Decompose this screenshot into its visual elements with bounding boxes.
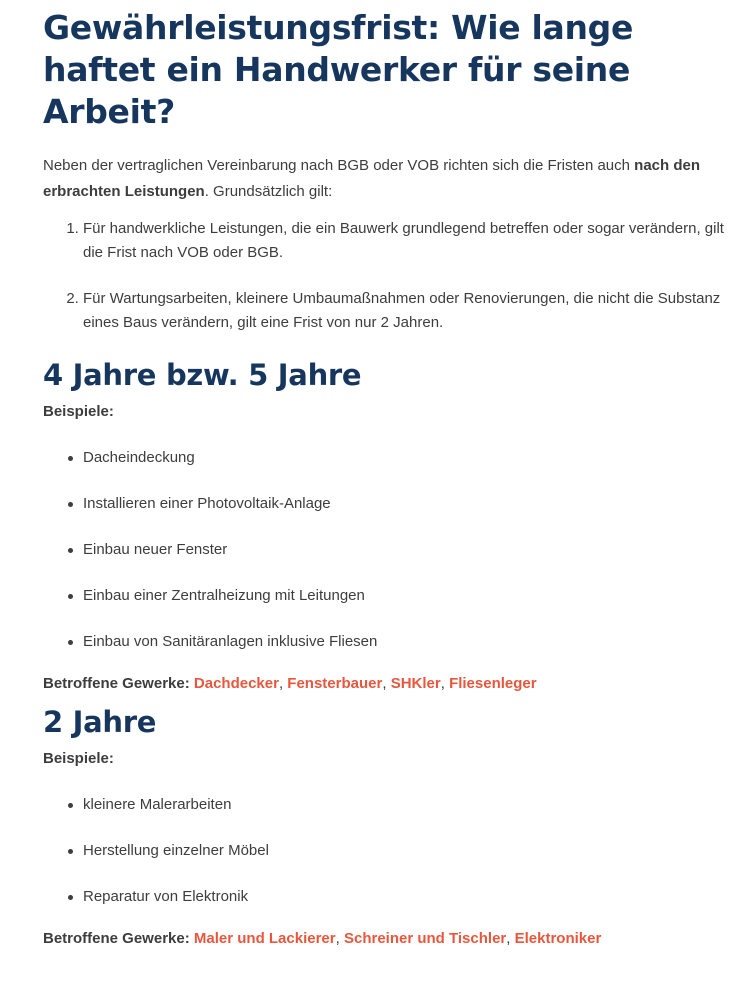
- separator: ,: [335, 930, 340, 947]
- examples-list: [43, 448, 733, 652]
- separator: ,: [440, 675, 445, 692]
- section-heading-2-jahre: 2 Jahre: [43, 705, 157, 739]
- separator: ,: [382, 675, 387, 692]
- list-item: Einbau von Sanitäranlagen inklusive Fliesen: [83, 632, 733, 652]
- separator: ,: [278, 675, 284, 692]
- trades-label: Betroffene Gewerke:: [43, 675, 190, 692]
- list-item: Herstellung einzelner Möbel: [83, 841, 733, 861]
- list-item: Reparatur von Elektronik: [83, 887, 733, 907]
- trade-link-dachdecker[interactable]: Dachdecker: [193, 675, 279, 692]
- trade-link-schreiner-und-tischler[interactable]: Schreiner und Tischler: [343, 930, 507, 947]
- list-item: Einbau einer Zentralheizung mit Leitungen: [83, 586, 733, 606]
- rules-list: [43, 217, 733, 335]
- intro-bold: nach den erbrachten Leistungen: [43, 157, 701, 200]
- section-heading-4-5-jahre: 4 Jahre bzw. 5 Jahre: [43, 358, 362, 392]
- trade-link-elektroniker[interactable]: Elektroniker: [514, 930, 602, 947]
- trade-link-fliesenleger[interactable]: Fliesenleger: [449, 675, 537, 692]
- examples-label: Beispiele:: [43, 750, 114, 767]
- rule-item: 1. Für handwerkliche Leistungen, die ein Bauwerk grundlegend betreffen oder sogar verändern, gilt die Frist nach VOB oder BGB.: [83, 217, 733, 265]
- trade-link-shkler[interactable]: SHKler: [390, 675, 441, 692]
- list-item: Installieren einer Photovoltaik-Anlage: [83, 494, 733, 514]
- list-item: Dacheindeckung: [83, 448, 733, 468]
- examples-list: [43, 795, 733, 907]
- intro-paragraph: [43, 153, 733, 205]
- rule-item: 2. Für Wartungsarbeiten, kleinere Umbaumaßnahmen oder Renovierungen, die nicht die Substanz eines Baus verändern, gilt eine Frist von nur 2 Jahren.: [83, 287, 733, 335]
- trades-label: Betroffene Gewerke:: [43, 930, 190, 947]
- trade-link-maler-und-lackierer[interactable]: Maler und Lackierer: [193, 930, 336, 947]
- examples-label: Beispiele:: [43, 403, 114, 420]
- separator: ,: [506, 930, 511, 947]
- intro-text-after: . Grundsätzlich gilt:: [204, 183, 333, 200]
- list-item: Einbau neuer Fenster: [83, 540, 733, 560]
- trades-line: [43, 674, 733, 694]
- intro-text-before: Neben der vertraglichen Vereinbarung nach BGB oder VOB richten sich die Fristen auch: [43, 157, 635, 174]
- trades-line: [43, 929, 733, 949]
- trade-link-fensterbauer[interactable]: Fensterbauer: [287, 675, 383, 692]
- page-title: Gewährleistungsfrist: Wie lange haftet ein Handwerker für seine Arbeit?: [43, 8, 634, 131]
- list-item: kleinere Malerarbeiten: [83, 795, 733, 815]
